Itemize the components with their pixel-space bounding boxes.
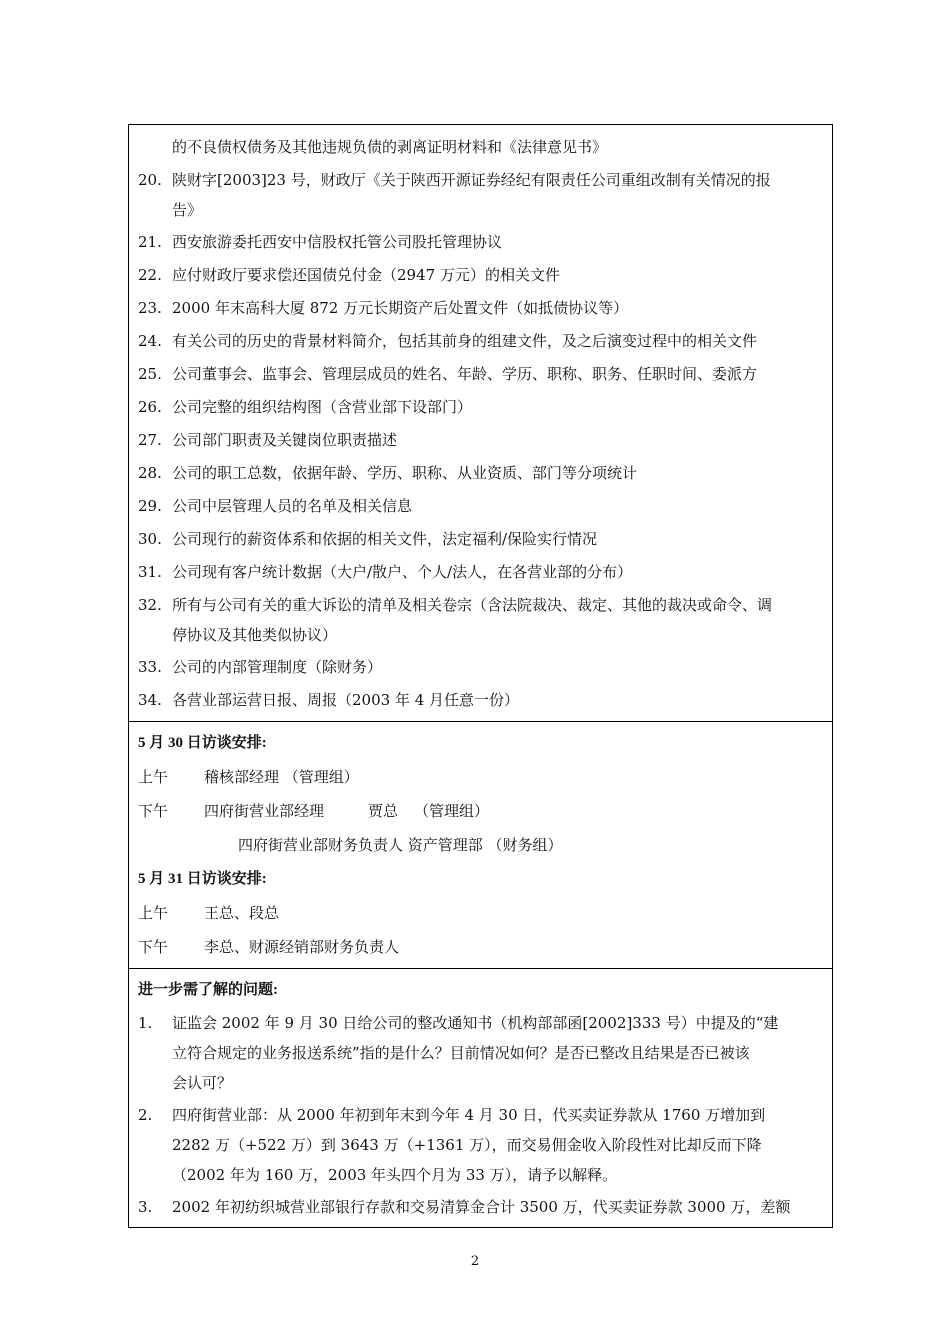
list-item-text: 公司的内部管理制度（除财务） [172, 658, 383, 676]
question-3 [138, 1191, 824, 1223]
day1-afternoon-line2 [138, 828, 824, 862]
list-item-22 [138, 259, 824, 292]
list-item-text: 公司现行的薪资体系和依据的相关文件，法定福利/保险实行情况 [172, 530, 598, 548]
list-item-26 [138, 391, 824, 424]
list-item-continuation [138, 131, 824, 164]
list-item-number: 24. [138, 332, 162, 350]
list-item-text: 公司部门职责及关键岗位职责描述 [172, 431, 398, 449]
question-text: 四府街营业部：从 2000 年初到年末到今年 4 月 30 日，代买卖证券款从 1760 万增加到 2282 万（+522 万）到 3643 万（+1361 万），而交易佣金收入阶段性对比却反而下降 （2002 年为 160 万，2003 年头四个月为 33 万），请予以解释。 [172, 1106, 766, 1184]
page-number: 2 [470, 1254, 480, 1269]
list-item-24 [138, 325, 824, 358]
list-item-text: 公司董事会、监事会、管理层成员的姓名、年龄、学历、职称、职务、任职时间、委派方 [172, 365, 758, 383]
list-item-28 [138, 457, 824, 490]
list-item-30 [138, 523, 824, 556]
question-number: 2. [138, 1106, 153, 1124]
schedule-text: 四府街营业部经理 贾总 （管理组） [204, 802, 490, 820]
list-item-text: 各营业部运营日报、周报（2003 年 4 月任意一份） [172, 691, 520, 709]
list-item-number: 31. [138, 563, 162, 581]
list-item-text: 陕财字[2003]23 号，财政厅《关于陕西开源证券经纪有限责任公司重组改制有关情况的报 告》 [172, 171, 771, 219]
list-item-number: 20. [138, 171, 162, 189]
day2-heading: 5 月 31 日访谈安排: [138, 871, 267, 887]
day1-heading: 5 月 30 日访谈安排: [138, 735, 267, 751]
list-item-number: 22. [138, 266, 162, 284]
schedule-text: 李总、财源经销部财务负责人 [204, 938, 400, 956]
list-item-20 [138, 164, 824, 226]
list-item-29 [138, 490, 824, 523]
list-item-number: 32. [138, 596, 162, 614]
list-item-text: 有关公司的历史的背景材料简介，包括其前身的组建文件，及之后演变过程中的相关文件 [172, 332, 758, 350]
document-list-section [129, 125, 832, 721]
questions-heading: 进一步需了解的问题: [138, 982, 278, 998]
list-item-number: 21. [138, 233, 162, 251]
question-text: 证监会 2002 年 9 月 30 日给公司的整改通知书（机构部部函[2002]333 号）中提及的“建 立符合规定的业务报送系统”指的是什么？目前情况如何？是否已整改且结果是否已被该 会认可？ [172, 1014, 779, 1092]
list-item-23 [138, 292, 824, 325]
list-item-number: 26. [138, 398, 162, 416]
question-number: 3. [138, 1198, 153, 1216]
day2-morning [138, 896, 824, 930]
schedule-text: 四府街营业部财务负责人 资产管理部 （财务组） [238, 836, 563, 854]
list-item-number: 34. [138, 691, 162, 709]
list-item-text: 应付财政厅要求偿还国债兑付金（2947 万元）的相关文件 [172, 266, 560, 284]
list-item-number: 30. [138, 530, 162, 548]
list-item-text: 2000 年末高科大厦 872 万元长期资产后处置文件（如抵债协议等） [172, 299, 629, 317]
list-item-25 [138, 358, 824, 391]
list-item-number: 33. [138, 658, 162, 676]
list-item-text: 公司现有客户统计数据（大户/散户、个人/法人，在各营业部的分布） [172, 563, 633, 581]
schedule-text: 王总、段总 [204, 904, 280, 922]
list-item-number: 28. [138, 464, 162, 482]
list-item-text: 公司的职工总数，依据年龄、学历、职称、从业资质、部门等分项统计 [172, 464, 638, 482]
list-item-number: 25. [138, 365, 162, 383]
questions-section [129, 968, 832, 1227]
schedule-text: 稽核部经理 （管理组） [204, 768, 359, 786]
schedule-label: 下午 [138, 802, 169, 820]
list-item-number: 23. [138, 299, 162, 317]
day2-afternoon [138, 930, 824, 964]
interview-schedule-section [129, 721, 832, 968]
question-number: 1. [138, 1014, 153, 1032]
list-item-21 [138, 226, 824, 259]
schedule-label: 上午 [138, 904, 169, 922]
question-1 [138, 1007, 824, 1099]
list-item-text: 所有与公司有关的重大诉讼的清单及相关卷宗（含法院裁决、裁定、其他的裁决或命令、调 停协议及其他类似协议） [172, 596, 773, 644]
list-item-31 [138, 556, 824, 589]
schedule-label: 上午 [138, 768, 169, 786]
list-item-text: 的不良债权债务及其他违规负债的剥离证明材料和《法律意见书》 [172, 138, 608, 156]
day1-morning [138, 760, 824, 794]
list-item-33 [138, 651, 824, 684]
list-item-34 [138, 684, 824, 717]
list-item-32 [138, 589, 824, 651]
list-item-text: 公司完整的组织结构图（含营业部下设部门） [172, 398, 473, 416]
day1-afternoon [138, 794, 824, 828]
list-item-text: 公司中层管理人员的名单及相关信息 [172, 497, 413, 515]
schedule-label: 下午 [138, 938, 169, 956]
list-item-text: 西安旅游委托西安中信股权托管公司股托管理协议 [172, 233, 503, 251]
list-item-number: 29. [138, 497, 162, 515]
question-text: 2002 年初纺织城营业部银行存款和交易清算金合计 3500 万，代买卖证券款 3000 万，差额 [172, 1198, 791, 1216]
document-table [128, 124, 833, 1228]
question-2 [138, 1099, 824, 1191]
list-item-27 [138, 424, 824, 457]
list-item-number: 27. [138, 431, 162, 449]
